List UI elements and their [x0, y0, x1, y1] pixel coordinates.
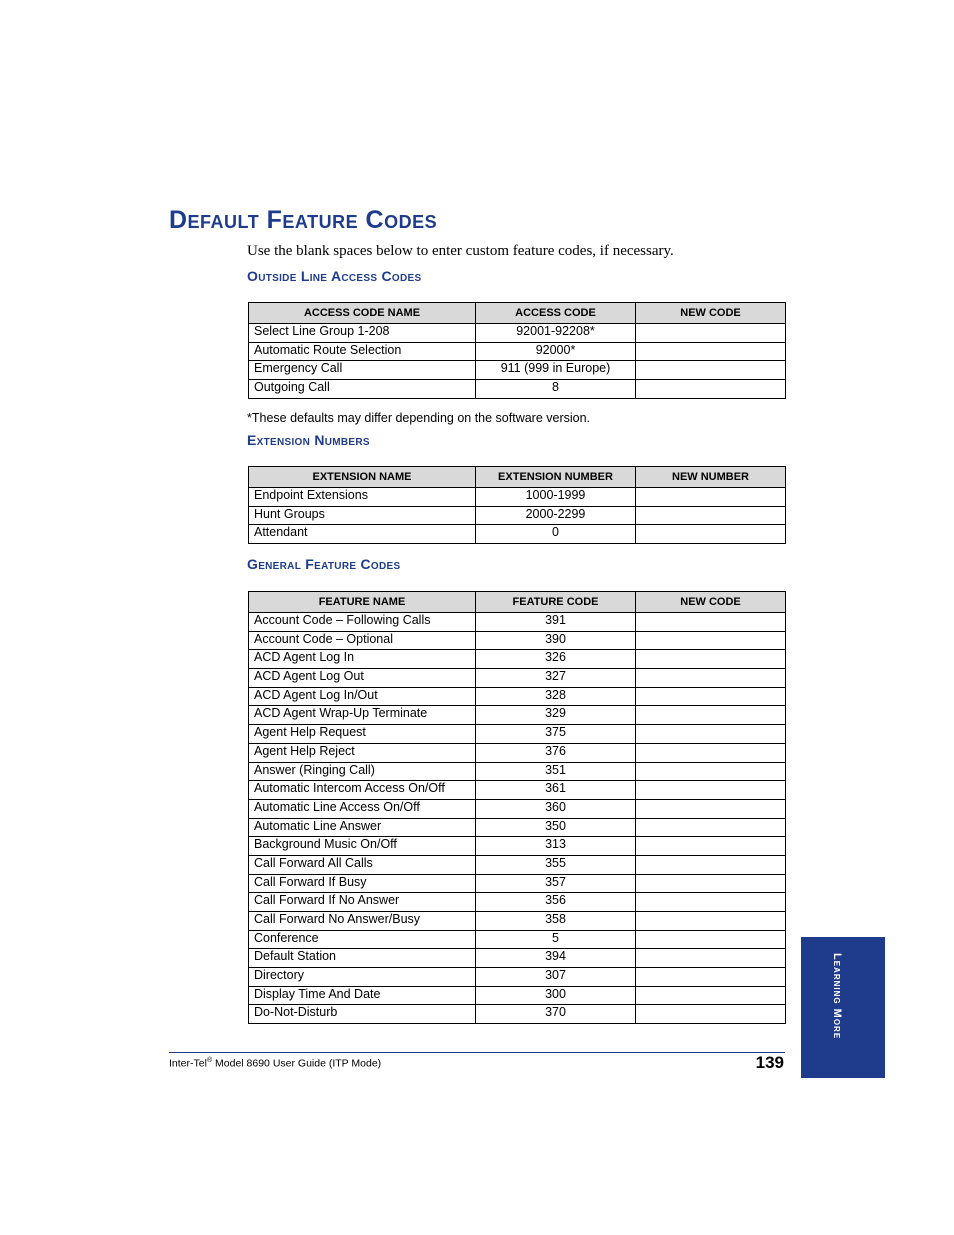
row-new-code-blank — [636, 613, 786, 632]
row-name: Display Time And Date — [249, 986, 476, 1005]
row-default-code: 390 — [476, 631, 636, 650]
intro-text: Use the blank spaces below to enter custom feature codes, if necessary. — [247, 243, 674, 259]
footnote: *These defaults may differ depending on the software version. — [247, 411, 591, 425]
row-new-code-blank — [636, 687, 786, 706]
extension-numbers-heading: Extension Numbers — [247, 432, 370, 448]
row-new-code-blank — [636, 781, 786, 800]
row-default-code: 92001-92208* — [476, 324, 636, 343]
row-name: ACD Agent Log In — [249, 650, 476, 669]
row-default-code: 394 — [476, 949, 636, 968]
footer-rule — [169, 1052, 785, 1053]
table-row — [249, 743, 786, 762]
table-row — [249, 725, 786, 744]
row-default-code: 328 — [476, 687, 636, 706]
row-name: Hunt Groups — [249, 506, 476, 525]
row-default-code: 329 — [476, 706, 636, 725]
row-new-code-blank — [636, 743, 786, 762]
row-default-code: 376 — [476, 743, 636, 762]
row-name: Outgoing Call — [249, 380, 476, 399]
page-title: Default Feature Codes — [169, 206, 438, 234]
row-new-code-blank — [636, 837, 786, 856]
table-row — [249, 342, 786, 361]
row-default-code: 358 — [476, 912, 636, 931]
row-default-code: 357 — [476, 874, 636, 893]
row-new-code-blank — [636, 342, 786, 361]
row-new-code-blank — [636, 762, 786, 781]
row-name: Call Forward If Busy — [249, 874, 476, 893]
table-row — [249, 762, 786, 781]
row-name: Emergency Call — [249, 361, 476, 380]
footer-guide-title — [169, 1054, 381, 1071]
row-default-code: 360 — [476, 799, 636, 818]
row-new-code-blank — [636, 930, 786, 949]
table-row — [249, 799, 786, 818]
row-name: Account Code – Following Calls — [249, 613, 476, 632]
extension-numbers-table — [248, 466, 786, 544]
row-name: Answer (Ringing Call) — [249, 762, 476, 781]
outside-line-table — [248, 302, 786, 399]
row-new-code-blank — [636, 631, 786, 650]
row-default-code: 327 — [476, 669, 636, 688]
table-row — [249, 986, 786, 1005]
side-tab-label: Learning More — [831, 953, 843, 1040]
general-feature-table — [248, 591, 786, 1024]
row-new-code-blank — [636, 725, 786, 744]
table-row — [249, 506, 786, 525]
row-new-code-blank — [636, 893, 786, 912]
row-new-code-blank — [636, 912, 786, 931]
general-feature-heading: General Feature Codes — [247, 556, 401, 572]
row-name: Automatic Line Access On/Off — [249, 799, 476, 818]
row-name: Attendant — [249, 525, 476, 544]
row-new-code-blank — [636, 799, 786, 818]
column-header: ACCESS CODE — [476, 303, 636, 324]
row-name: Agent Help Reject — [249, 743, 476, 762]
row-new-code-blank — [636, 650, 786, 669]
row-name: ACD Agent Log In/Out — [249, 687, 476, 706]
row-default-code: 350 — [476, 818, 636, 837]
table-row — [249, 930, 786, 949]
row-default-code: 92000* — [476, 342, 636, 361]
row-new-code-blank — [636, 324, 786, 343]
row-default-code: 8 — [476, 380, 636, 399]
row-default-code: 351 — [476, 762, 636, 781]
row-default-code: 356 — [476, 893, 636, 912]
row-default-code: 313 — [476, 837, 636, 856]
column-header: NEW CODE — [636, 303, 786, 324]
table-row — [249, 361, 786, 380]
footer-guide-name: Model 8690 User Guide (ITP Mode) — [212, 1057, 382, 1070]
row-default-code: 326 — [476, 650, 636, 669]
row-new-code-blank — [636, 506, 786, 525]
row-name: Do-Not-Disturb — [249, 1005, 476, 1024]
row-default-code: 391 — [476, 613, 636, 632]
table-row — [249, 631, 786, 650]
table-row — [249, 650, 786, 669]
row-name: ACD Agent Log Out — [249, 669, 476, 688]
row-new-code-blank — [636, 361, 786, 380]
row-default-code: 911 (999 in Europe) — [476, 361, 636, 380]
row-default-code: 2000-2299 — [476, 506, 636, 525]
table-row — [249, 781, 786, 800]
row-name: Call Forward No Answer/Busy — [249, 912, 476, 931]
column-header: EXTENSION NAME — [249, 467, 476, 488]
column-header: FEATURE NAME — [249, 592, 476, 613]
table-row — [249, 380, 786, 399]
row-new-code-blank — [636, 968, 786, 987]
row-new-code-blank — [636, 525, 786, 544]
table-row — [249, 1005, 786, 1024]
row-new-code-blank — [636, 818, 786, 837]
column-header: NEW CODE — [636, 592, 786, 613]
row-default-code: 361 — [476, 781, 636, 800]
column-header: EXTENSION NUMBER — [476, 467, 636, 488]
column-header: NEW NUMBER — [636, 467, 786, 488]
registered-mark: ® — [206, 1057, 213, 1064]
row-name: Call Forward All Calls — [249, 855, 476, 874]
row-name: Automatic Line Answer — [249, 818, 476, 837]
row-name: ACD Agent Wrap-Up Terminate — [249, 706, 476, 725]
table-row — [249, 324, 786, 343]
table-row — [249, 874, 786, 893]
row-default-code: 307 — [476, 968, 636, 987]
column-header: FEATURE CODE — [476, 592, 636, 613]
row-default-code: 1000-1999 — [476, 488, 636, 507]
row-name: Default Station — [249, 949, 476, 968]
footer-brand: Inter-Tel — [169, 1057, 207, 1070]
page-number: 139 — [755, 1053, 784, 1072]
row-new-code-blank — [636, 1005, 786, 1024]
row-default-code: 355 — [476, 855, 636, 874]
row-default-code: 0 — [476, 525, 636, 544]
row-name: Select Line Group 1-208 — [249, 324, 476, 343]
table-row — [249, 837, 786, 856]
table-row — [249, 912, 786, 931]
table-header-row — [249, 592, 786, 613]
table-row — [249, 706, 786, 725]
row-name: Automatic Route Selection — [249, 342, 476, 361]
row-new-code-blank — [636, 949, 786, 968]
table-header-row — [249, 303, 786, 324]
row-new-code-blank — [636, 706, 786, 725]
row-new-code-blank — [636, 669, 786, 688]
row-default-code: 300 — [476, 986, 636, 1005]
row-name: Endpoint Extensions — [249, 488, 476, 507]
row-name: Directory — [249, 968, 476, 987]
row-new-code-blank — [636, 986, 786, 1005]
table-row — [249, 525, 786, 544]
row-default-code: 375 — [476, 725, 636, 744]
column-header: ACCESS CODE NAME — [249, 303, 476, 324]
row-name: Call Forward If No Answer — [249, 893, 476, 912]
section-side-tab — [801, 937, 885, 1078]
table-header-row — [249, 467, 786, 488]
row-new-code-blank — [636, 874, 786, 893]
table-row — [249, 669, 786, 688]
table-row — [249, 855, 786, 874]
row-new-code-blank — [636, 488, 786, 507]
row-new-code-blank — [636, 380, 786, 399]
table-row — [249, 893, 786, 912]
table-row — [249, 818, 786, 837]
table-row — [249, 949, 786, 968]
table-row — [249, 687, 786, 706]
row-new-code-blank — [636, 855, 786, 874]
row-name: Account Code – Optional — [249, 631, 476, 650]
row-name: Agent Help Request — [249, 725, 476, 744]
row-name: Background Music On/Off — [249, 837, 476, 856]
row-name: Automatic Intercom Access On/Off — [249, 781, 476, 800]
row-default-code: 370 — [476, 1005, 636, 1024]
outside-line-heading: Outside Line Access Codes — [247, 268, 422, 284]
table-row — [249, 968, 786, 987]
row-name: Conference — [249, 930, 476, 949]
table-row — [249, 613, 786, 632]
row-default-code: 5 — [476, 930, 636, 949]
table-row — [249, 488, 786, 507]
